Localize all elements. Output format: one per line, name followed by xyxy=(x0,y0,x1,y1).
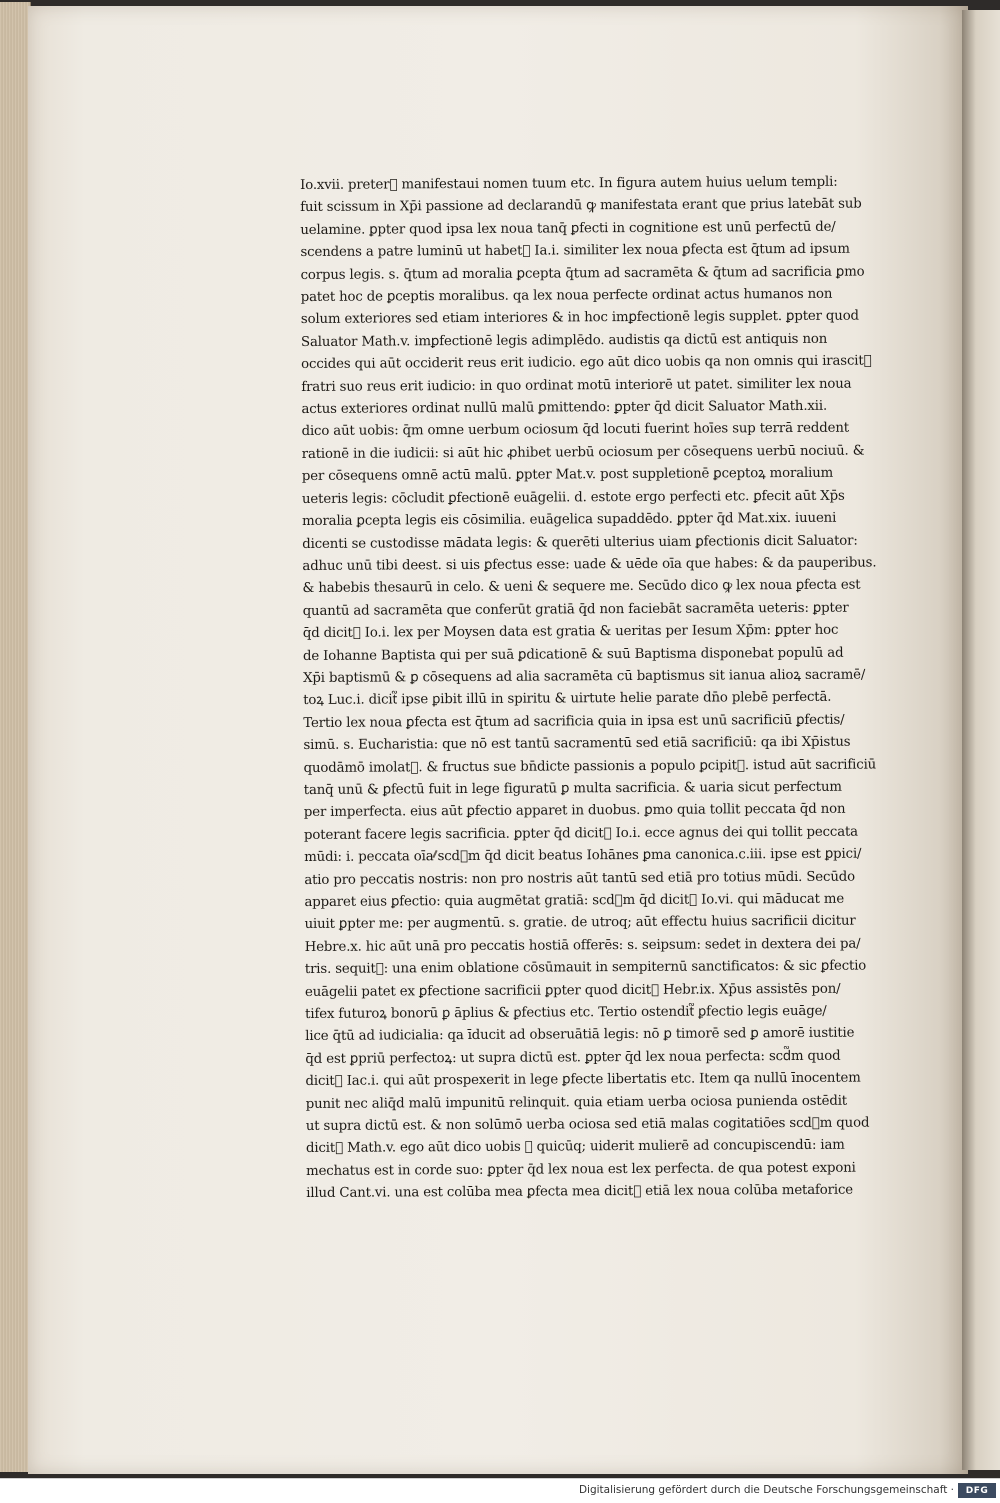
text-line: tanq̄ unū & ꝑfectū fuit in lege figuratū ꝑ multa sacrificia. & uaria sicut perfectum xyxy=(303,779,842,798)
text-line: Tertio lex noua ꝑfecta est q̄tum ad sacrificia quia in ipsa est unū sacrificiū ꝑfectis/ xyxy=(303,712,845,731)
dfg-logo: DFG xyxy=(958,1483,996,1498)
text-line: mūdi: i. peccata oīa scd᷑m q̄d dicit beatus Iohānes ꝑma canonica.c.iii. ipse est ꝑpici/ xyxy=(304,846,862,866)
text-line: de Iohanne Baptista qui per suā ꝑdicationē & suū Baptisma disponebat populū ad xyxy=(302,645,844,664)
text-line: punit nec aliq̄d malū impunitū relinquit. quia etiam uerba ociosa punienda ostēdit xyxy=(305,1093,848,1112)
text-line: uiuit ꝑpter me: per augmentū. s. gratie. de utroq; aūt effectu huius sacrificii dicitur xyxy=(304,914,856,933)
left-page-edges xyxy=(0,2,31,1472)
text-line: quodāmō imolat᷑. & fructus sue bn̄dicte passionis a populo ꝑcipit᷑. istud aūt sacrificiū xyxy=(303,757,877,776)
text-line: actus exteriores ordinat nullū malū ꝑmittendo: ꝑpter q̄d dicit Saluator Math.xii. xyxy=(301,398,828,418)
text-line: quantū ad sacramēta que conferūt gratiā q̄d non faciebāt sacramēta ueteris: ꝑpter xyxy=(302,600,849,619)
text-line: dicit᷑ Math.v. ego aūt dico uobis ꝙ quicūq; uiderit mulierē ad concupiscendū: iam xyxy=(305,1138,845,1157)
text-line: uelamine. ꝑpter quod ipsa lex noua tanq̄ ꝑfecti in cognitione est unū perfectū de/ xyxy=(300,219,836,238)
text-line: moralia ꝑcepta legis eis cōsimilia. euāgelica supaddēdo. ꝑpter q̄d Mat.xix. iuueni xyxy=(302,510,837,530)
text-line: euāgelii patet ex ꝑfectione sacrificii ꝑpter quod dicit᷑ Hebr.ix. Xp̄us assistēs pon/ xyxy=(304,981,841,1000)
text-line: ut supra dictū est. & non solūmō uerba ociosa sed etiā malas cogitatiōes scd᷑m quod xyxy=(305,1115,870,1135)
text-line: dicenti se custodisse mādata legis: & querēti ulterius uiam ꝑfectionis dicit Saluator: xyxy=(302,533,858,552)
text-line: & habebis thesaurū in celo. & ueni & sequere me. Secūdo dico ꝙ lex noua ꝑfecta est xyxy=(302,577,861,597)
text-line: ueteris legis: cōcludit ꝑfectionē euāgelii. d. estote ergo perfecti etc. ꝑfecit aūt Xp̄s xyxy=(301,488,845,507)
text-line: q̄d est ꝑpriū perfectoꝝ: ut supra dictū est. ꝑpter q̄d lex noua perfecta: scd᷑m quod xyxy=(305,1048,841,1067)
text-line: atio pro peccatis nostris: non pro nostris aūt tantū sed etiā pro totius mūdi. Secūdo xyxy=(304,869,856,888)
text-line: toꝝ Luc.i. dicit᷑ ipse ꝑibit illū in spiritu & uirtute helie parate dn̄o plebē perfectā. xyxy=(303,690,832,709)
text-line: adhuc unū tibi deest. si uis ꝑfectus esse: uade & uēde oīa que habes: & da pauperibus. xyxy=(302,555,877,574)
text-line: Hebre.x. hic aūt unā pro peccatis hostiā offerēs: s. seipsum: sedet in dextera dei pa/ xyxy=(304,936,861,955)
text-line: patet hoc de ꝑceptis moralibus. qa lex noua perfecte ordinat actus humanos non xyxy=(300,286,833,306)
text-line: scendens a patre luminū ut habet᷑ Ia.i. similiter lex noua ꝑfecta est q̄tum ad ipsum xyxy=(300,241,850,261)
text-line: illud Cant.vi. una est colūba mea ꝑfecta mea dicit᷑ etiā lex noua colūba metaforice xyxy=(306,1182,854,1202)
text-line: solum exteriores sed etiam interiores & in hoc imꝑfectionē legis supplet. ꝑpter quod xyxy=(300,309,859,328)
text-line: Xp̄i baptismū & ꝑ cōsequens ad alia sacramēta cū baptismus sit ianua alioꝝ sacramē/ xyxy=(303,667,866,686)
text-line: tifex futuroꝝ bonorū ꝑ āplius & ꝑfectius etc. Tertio ostendit᷑ ꝑfectio legis euāge/ xyxy=(305,1003,827,1023)
text-line: q̄d dicit᷑ Io.i. lex per Moysen data est gratia & ueritas per Iesum Xp̄m: ꝑpter hoc xyxy=(302,622,839,642)
text-line: fratri suo reus erit iudicio: in quo ordinat motū interiorē ut patet. similiter lex noua xyxy=(301,376,852,395)
funding-credit: Digitalisierung gefördert durch die Deutsche Forschungsgemeinschaft · xyxy=(578,1484,954,1496)
facing-page-edge xyxy=(962,10,1000,1470)
text-line: per cōsequens omnē actū malū. ꝑpter Mat.v. post suppletionē ꝑceptoꝝ moralium xyxy=(301,466,834,485)
text-line: corpus legis. s. q̄tum ad moralia ꝑcepta q̄tum ad sacramēta & q̄tum ad sacrificia ꝑmo xyxy=(300,264,865,283)
text-line: fuit scissum in Xp̄i passione ad declarandū ꝙ manifestata erant que prius latebāt sub xyxy=(300,196,862,216)
text-line: dico aūt uobis: q̄m omne uerbum ociosum q̄d locuti fuerint hoīes sup terrā reddent xyxy=(301,421,849,440)
text-line: lice q̄tū ad iudicialia: qa īducit ad obseruātiā legis: nō ꝑ timorē sed ꝑ amorē iustitie xyxy=(305,1026,855,1045)
text-line: tris. sequit᷑: una enim oblatione cōsūmauit in sempiternū sanctificatos: & sic ꝑfectio xyxy=(304,958,867,978)
text-line: per imperfecta. eius aūt ꝑfectio apparet in duobus. ꝑmo quia tollit peccata q̄d non xyxy=(303,802,846,821)
text-line: mechatus est in corde suo: ꝑpter q̄d lex noua est lex perfecta. de qua potest exponi xyxy=(306,1160,856,1179)
text-line: Saluator Math.v. imꝑfectionē legis adimplēdo. audistis qa dictū est antiquis non xyxy=(300,331,828,350)
body-text-block xyxy=(300,171,916,1205)
text-line: Io.xvii. preter᷑ manifestaui nomen tuum etc. In figura autem huius uelum templi: xyxy=(300,174,838,193)
text-line: poterant facere legis sacrificia. ꝑpter q̄d dicit᷑ Io.i. ecce agnus dei qui tollit peccata xyxy=(303,824,858,843)
text-line: occides qui aūt occiderit reus erit iudicio. ego aūt dico uobis qa non omnis qui irascit᷑ xyxy=(301,353,872,373)
text-line: rationē in die iudicii: si aūt hic ꝓhibet uerbū ociosum per cōsequens uerbū nociuū. & xyxy=(301,443,865,462)
text-line: dicit᷑ Iac.i. qui aūt prospexerit in lege ꝑfecte libertatis etc. Item qa nullū īnocentem xyxy=(305,1070,861,1090)
text-line: apparet eius ꝑfectio: quia augmētat gratiā: scd᷑m q̄d dicit᷑ Io.vi. qui māducat me xyxy=(304,891,845,910)
text-line: simū. s. Eucharistia: que nō est tantū sacramentū sed etiā sacrificiū: qa ibi Xp̄istus xyxy=(303,734,851,754)
footer-bar xyxy=(0,1478,1000,1503)
